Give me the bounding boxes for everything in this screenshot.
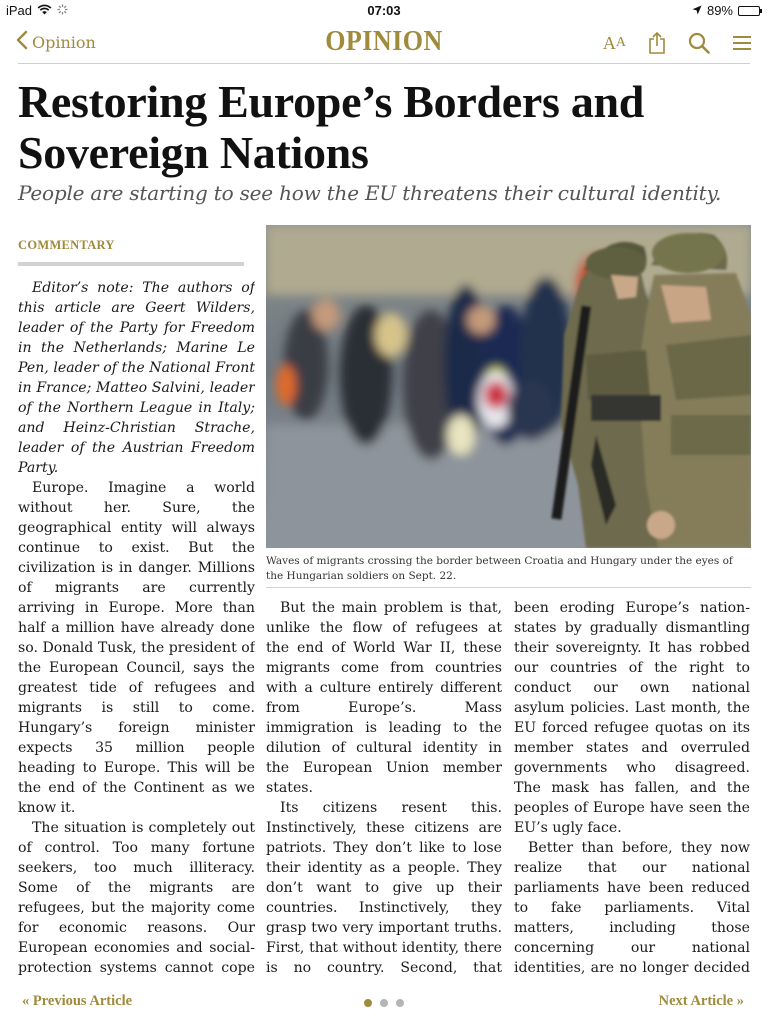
soldiers-photo-illustration bbox=[266, 225, 751, 548]
article-column-1 bbox=[18, 278, 255, 978]
back-button-label: Opinion bbox=[32, 32, 96, 52]
photo-caption: Waves of migrants crossing the border between Croatia and Hungary under the eyes of the Hungarian soldiers on Sept. 22. bbox=[266, 555, 733, 582]
text-size-small-a: A bbox=[615, 35, 626, 50]
location-arrow-icon bbox=[692, 3, 702, 18]
article-footer bbox=[0, 990, 768, 1020]
nav-divider bbox=[18, 63, 750, 64]
nav-bar bbox=[0, 22, 768, 64]
battery-icon bbox=[738, 6, 760, 16]
article-headline: Restoring Europe’s Borders and Sovereign Nations bbox=[18, 76, 645, 178]
menu-icon[interactable] bbox=[732, 30, 752, 56]
article-paragraph: The situation is completely out of control. Too many fortune seekers, too much illiteracy. Some of the migrants are refugees, but the majority come for economic reasons. Our European economies and social-protection systems cannot cope bbox=[18, 820, 255, 976]
search-icon[interactable] bbox=[688, 30, 710, 56]
text-size-icon[interactable] bbox=[603, 30, 626, 56]
article-paragraph: been eroding Europe’s nation-states by gradually dismantling their sovereignty. It has robbed our countries of the right to conduct our own national asylum policies. Last month, the EU forced refugee quotas on its member states and overruled governments who disagreed. The mask has fallen, and the peoples of Europe have seen the EU’s ugly face. bbox=[514, 600, 750, 836]
page-dot[interactable] bbox=[396, 999, 404, 1007]
text-size-large-a: A bbox=[602, 32, 616, 53]
article-column-2 bbox=[266, 598, 502, 978]
page-dot[interactable] bbox=[364, 999, 372, 1007]
article-dek: People are starting to see how the EU threatens their cultural identity. bbox=[18, 181, 722, 205]
article-paragraph: Its citizens resent this. Instinctively, these citizens are patriots. They don’t like to lose their identity as a people. They don’t want to give up their countries. Instinctively, they grasp two very important truths. First, that without identity, there is no country. Second, that bbox=[266, 800, 502, 976]
previous-article-link[interactable]: « Previous Article bbox=[22, 993, 133, 1009]
section-kicker[interactable]: COMMENTARY bbox=[18, 238, 115, 252]
caption-rule bbox=[266, 587, 751, 588]
section-title: OPINION bbox=[325, 24, 443, 57]
battery-percent: 89% bbox=[706, 3, 733, 18]
status-bar bbox=[0, 0, 768, 22]
page-indicator[interactable] bbox=[0, 999, 768, 1007]
article-paragraph: Better than before, they now realize that our national parliaments have been reduced to fake parliaments. Vital matters, including those concerning our national identities, are no longer decided bbox=[514, 840, 750, 976]
clock: 07:03 bbox=[367, 3, 401, 18]
article-photo[interactable] bbox=[266, 225, 751, 548]
article-paragraph: Europe. Imagine a world without her. Sure, the geographical entity will always continue to exist. But the civilization is in danger. Millions of migrants are currently arriving in Europe. More than half a million have already done so. Donald Tusk, the president of the European Council, says the greatest tide of refugees and migrants is still to come. Hungary’s foreign minister expects 35 million people heading to Europe. This will be the end of the Continent as we know it. bbox=[18, 480, 255, 816]
editors-note: Editor’s note: The authors of this article are Geert Wilders, leader of the Party for Freedom in the Netherlands; Marine Le Pen, leader of the National Front in France; Matteo Salvini, leader of the Northern League in Italy; and Heinz-Christian Strache, leader of the Austrian Freedom Party. bbox=[18, 280, 255, 476]
page-dot[interactable] bbox=[380, 999, 388, 1007]
next-article-link[interactable]: Next Article » bbox=[658, 993, 744, 1009]
kicker-rule bbox=[18, 262, 244, 266]
device-label: iPad bbox=[6, 3, 33, 18]
article-column-3 bbox=[514, 598, 750, 978]
article-paragraph: But the main problem is that, unlike the flow of refugees at the end of World War II, these migrants come from countries with a culture entirely different from Europe’s. Mass immigration is leading to the dilution of cultural identity in the European Union member states. bbox=[266, 600, 502, 796]
share-icon[interactable] bbox=[648, 30, 666, 56]
